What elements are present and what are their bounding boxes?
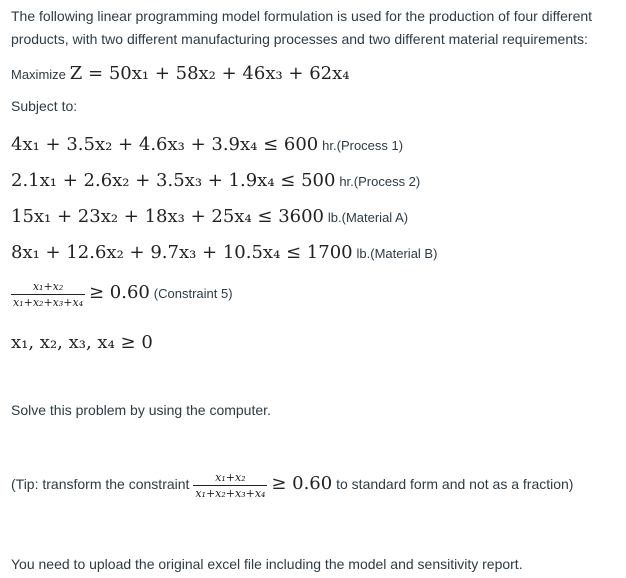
tip-rhs: ≥ 0.60	[271, 473, 333, 495]
constraint-note: lb.(Material B)	[356, 246, 438, 261]
constraint-process-1	[11, 134, 403, 155]
ratio-numerator: x₁+x₂	[32, 280, 64, 293]
constraint-process-2	[11, 170, 420, 191]
constraint-expression: 15x₁ + 23x₂ + 18x₃ + 25x₄ ≤ 3600	[11, 206, 324, 227]
constraint-note: (Constraint 5)	[153, 286, 233, 302]
nonnegativity	[11, 332, 153, 353]
tip-fraction	[193, 471, 267, 500]
constraint-material-a	[11, 206, 408, 227]
objective-label: Maximize	[11, 67, 66, 82]
tip-denominator: x₁+x₂+x₃+x₄	[195, 487, 266, 500]
constraint-expression: 2.1x₁ + 2.6x₂ + 3.5x₃ + 1.9x₄ ≤ 500	[11, 170, 336, 191]
nonneg-expression: x₁, x₂, x₃, x₄ ≥ 0	[11, 332, 153, 353]
tip-numerator: x₁+x₂	[215, 471, 246, 484]
tip-before: (Tip: transform the constraint	[11, 476, 190, 493]
tip-after: to standard form and not as a fraction)	[336, 476, 574, 493]
objective-expression: Z = 50x₁ + 58x₂ + 46x₃ + 62x₄	[69, 63, 350, 84]
intro-line-1: The following linear programming model formulation is used for the production of four different	[11, 8, 593, 24]
subject-to-label: Subject to:	[11, 98, 78, 114]
ratio-rhs: ≥ 0.60	[89, 282, 150, 304]
ratio-denominator: x₁+x₂+x₃+x₄	[13, 296, 84, 309]
constraint-expression: 8x₁ + 12.6x₂ + 9.7x₃ + 10.5x₄ ≤ 1700	[11, 242, 353, 263]
constraint-note: hr.(Process 1)	[322, 138, 404, 153]
constraint-note: lb.(Material A)	[327, 210, 409, 225]
solve-instruction: Solve this problem by using the computer.	[11, 402, 271, 418]
objective	[11, 63, 350, 84]
intro-line-2: products, with two different manufacturing processes and two different material requirements:	[11, 31, 588, 47]
constraint-material-b	[11, 242, 437, 263]
tip	[11, 471, 573, 500]
upload-instruction: You need to upload the original excel file including the model and sensitivity report.	[11, 556, 523, 572]
constraint-expression: 4x₁ + 3.5x₂ + 4.6x₃ + 3.9x₄ ≤ 600	[11, 134, 319, 155]
constraint-note: hr.(Process 2)	[339, 174, 421, 189]
constraint-5	[11, 280, 233, 309]
ratio-fraction	[11, 280, 85, 309]
